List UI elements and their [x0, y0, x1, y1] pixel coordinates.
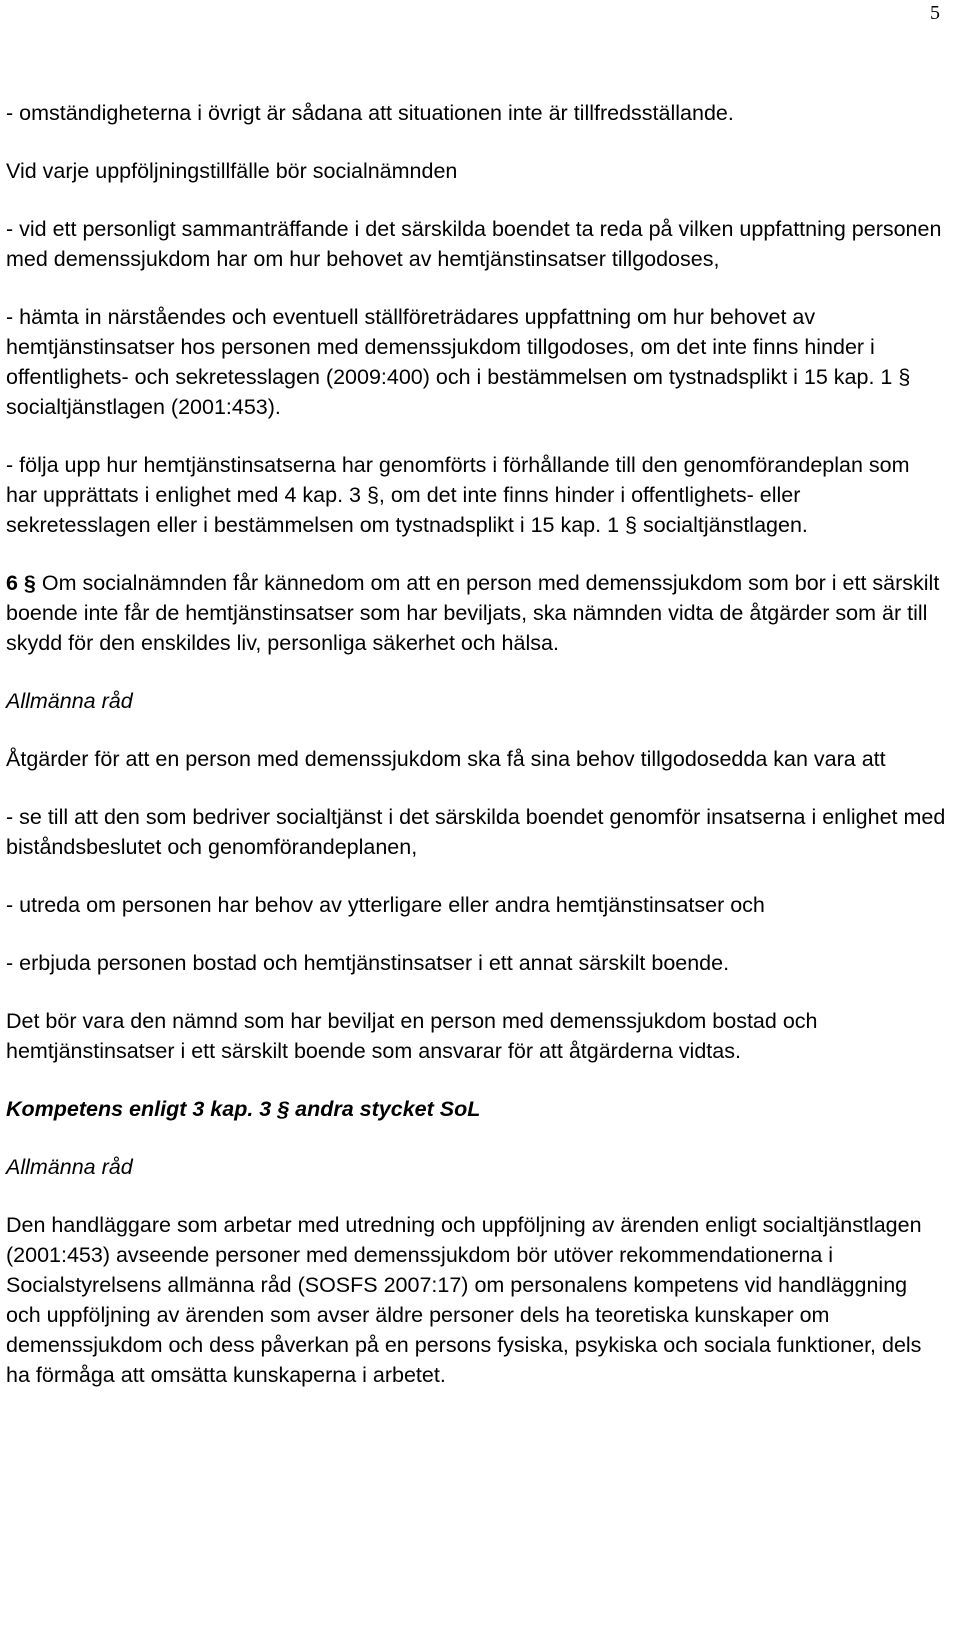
- list-item: - se till att den som bedriver socialtjänst i det särskilda boendet genomför insatserna i enlighet med biståndsbeslutet och genomförandeplanen,: [6, 805, 946, 859]
- section-heading: Kompetens enligt 3 kap. 3 § andra stycket SoL: [6, 1097, 481, 1121]
- list-item: - hämta in närståendes och eventuell ställföreträdares uppfattning om hur behovet av hemtjänstinsatser hos personen med demenssjukdom tillgodoses, om det inte finns hinder i offentlighets- och sekretesslagen (2009:400) och i bestämmelsen om tystnadsplikt i 15 kap. 1 § socialtjänstlagen (2001:453).: [6, 305, 911, 419]
- paragraph: Vid varje uppföljningstillfälle bör socialnämnden: [6, 159, 458, 183]
- section-paragraph: [6, 568, 946, 658]
- list-item: - följa upp hur hemtjänstinsatserna har genomförts i förhållande till den genomförandeplan som har upprättats i enlighet med 4 kap. 3 §, om det inte finns hinder i offentlighets- eller sekretesslagen eller i bestämmelsen om tystnadsplikt i 15 kap. 1 § socialtjänstlagen.: [6, 453, 910, 537]
- paragraph: Åtgärder för att en person med demenssjukdom ska få sina behov tillgodosedda kan vara att: [6, 747, 886, 771]
- paragraph: Den handläggare som arbetar med utredning och uppföljning av ärenden enligt socialtjänstlagen (2001:453) avseende personer med demenssjukdom bör utöver rekommendationerna i Socialstyrelsens allmänna råd (SOSFS 2007:17) om personalens kompetens vid handläggning och uppföljning av ärenden som avser äldre personer dels ha teoretiska kunskaper om demenssjukdom och dess påverkan på en persons fysiska, psykiska och sociala funktioner, dels ha förmåga att omsätta kunskaperna i arbetet.: [6, 1213, 922, 1387]
- list-item: - erbjuda personen bostad och hemtjänstinsatser i ett annat särskilt boende.: [6, 951, 730, 975]
- list-item: - vid ett personligt sammanträffande i det särskilda boendet ta reda på vilken uppfattning personen med demenssjukdom har om hur behovet av hemtjänstinsatser tillgodoses,: [6, 217, 942, 271]
- section-number: 6 §: [6, 571, 36, 595]
- page-number: 5: [930, 2, 940, 24]
- document-body: [6, 98, 946, 1390]
- section-text: Om socialnämnden får kännedom om att en person med demenssjukdom som bor i ett särskilt boende inte får de hemtjänstinsatser som har beviljats, ska nämnden vidta de åtgärder som är till skydd för den enskildes liv, personliga säkerhet och hälsa.: [6, 571, 940, 655]
- paragraph: Det bör vara den nämnd som har beviljat en person med demenssjukdom bostad och hemtjänstinsatser i ett särskilt boende som ansvarar för att åtgärderna vidtas.: [6, 1009, 818, 1063]
- paragraph: - omständigheterna i övrigt är sådana att situationen inte är tillfredsställande.: [6, 101, 734, 125]
- advice-label: Allmänna råd: [6, 689, 133, 713]
- list-item: - utreda om personen har behov av ytterligare eller andra hemtjänstinsatser och: [6, 893, 765, 917]
- advice-label: Allmänna råd: [6, 1155, 133, 1179]
